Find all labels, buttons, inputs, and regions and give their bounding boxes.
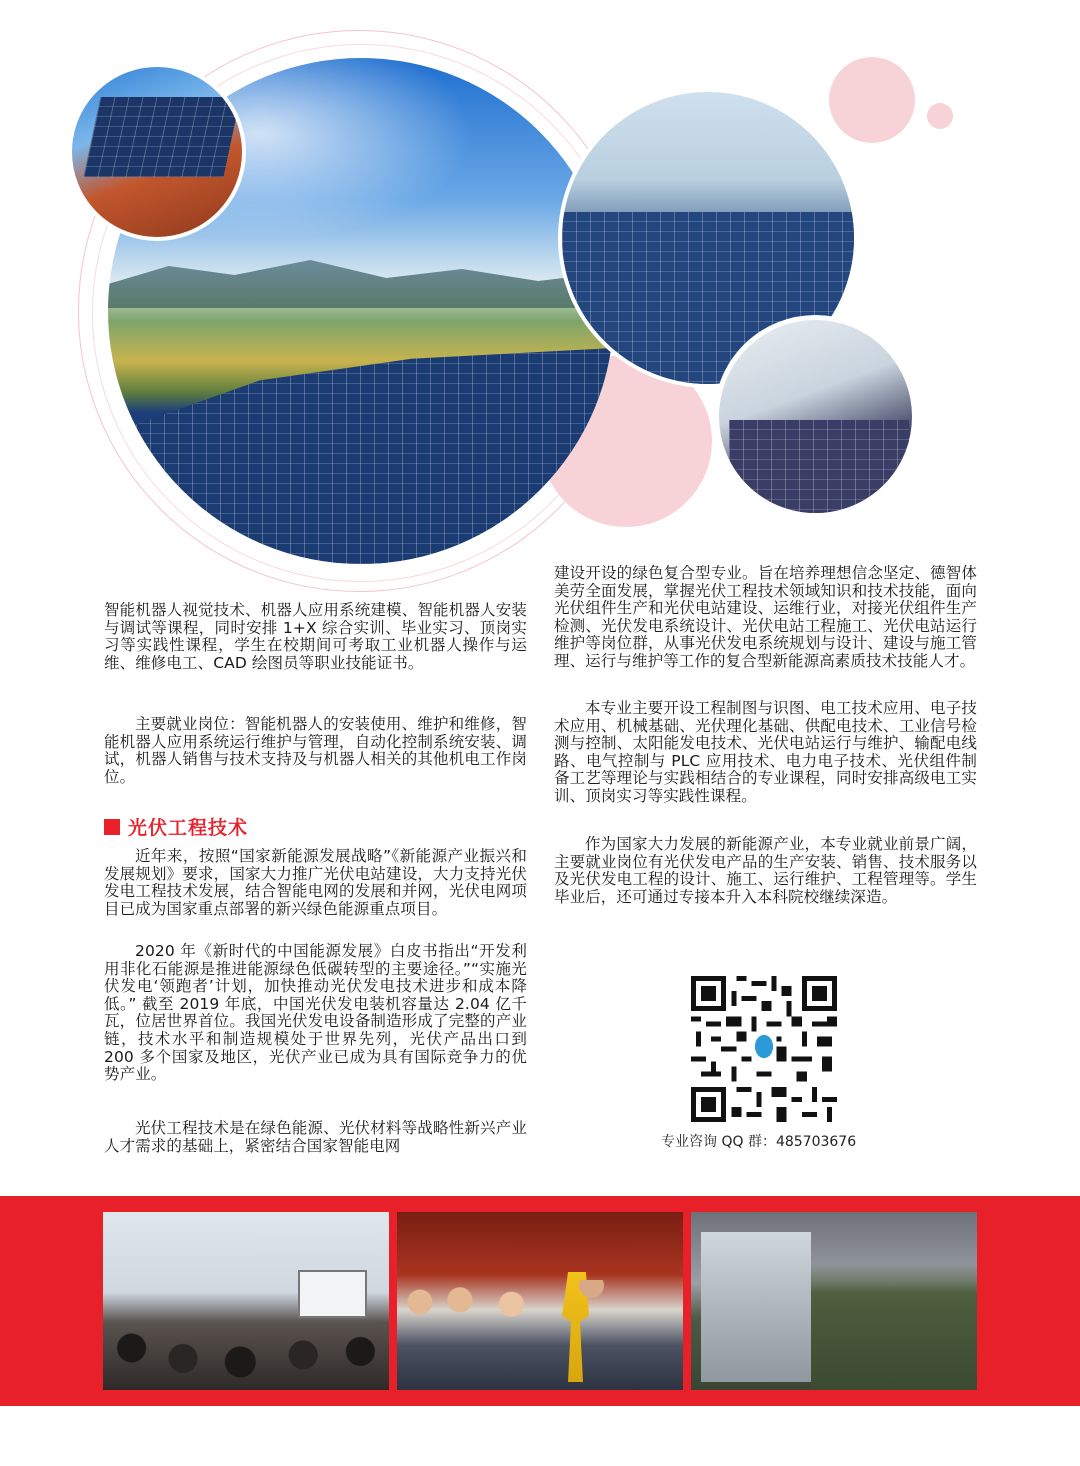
milling-machine (701, 1232, 811, 1382)
solar-panel-rows (108, 348, 614, 564)
machining-training-photo (691, 1212, 977, 1390)
left-paragraph-4: 2020 年《新时代的中国能源发展》白皮书指出“开发利用非化石能源是推进能源绿色低碳转型的主要途径。”“实施光伏发电‘领跑者’计划，加快推动光伏发电技术进步和成本降低。” 截至 2019 年底，中国光伏发电装机容量达 2.04 亿千瓦，位居世界首位。我国光伏发电设备制造形成了完整的产业链，技术水平和制造规模处于世界先列，光伏产品出口到 200 多个国家及地区，光伏产业已成为具有国际竞争力的优势产业。 (104, 942, 527, 1084)
solar-panel-module (729, 420, 909, 518)
right-paragraph-3: 作为国家大力发展的新能源产业，本专业就业前景广阔，主要就业岗位有光伏发电产品的生产安装、销售、技术服务以及光伏发电工程的设计、施工、运行维护、工程管理等。学生毕业后，还可通过专接本升入本科院校继续深造。 (554, 835, 977, 906)
mountain-range (108, 248, 614, 308)
qq-group-qr-code (691, 976, 837, 1122)
right-paragraph-2: 本专业主要开设工程制图与识图、电工技术应用、电子技术应用、机械基础、光伏理化基础、供配电技术、工业信号检测与控制、太阳能发电技术、光伏电站运行与维护、输配电线路、电气控制与 PLC 应用技术、电力电子技术、光伏组件制备工艺等理论与实践相结合的专业课程，同时安排高级电工实训、顶岗实习等实践性课程。 (554, 699, 977, 805)
visitors (397, 1280, 683, 1390)
left-paragraph-1: 智能机器人视觉技术、机器人应用系统建模、智能机器人安装与调试等课程，同时安排 1+X 综合实训、毕业实习、顶岗实习等实践性课程，学生在校期间可考取工业机器人操作与运维、维修电工、CAD 绘图员等职业技能证书。 (104, 601, 527, 672)
right-paragraph-1: 建设开设的绿色复合型专业。旨在培养理想信念坚定、德智体美劳全面发展，掌握光伏工程技术领域知识和技术技能，面向光伏组件生产和光伏电站建设、运维行业，对接光伏组件生产检测、光伏发电系统设计、光伏电站工程施工、光伏电站运行维护等岗位群，从事光伏发电系统规划与设计、建设与施工管理、运行与维护等工作的复合型新能源高素质技术技能人才。 (554, 564, 977, 670)
rooftop-solar-photo (68, 63, 246, 241)
audience (103, 1320, 389, 1390)
decorative-dot (829, 57, 915, 143)
left-paragraph-3: 近年来，按照“国家新能源发展战略”《新能源产业振兴和发展规划》要求，国家大力推广光伏电站建设，大力支持光伏发电工程技术发展，结合智能电网的发展和并网，光伏电网项目已成为国家重点部署的新兴绿色能源重点项目。 (104, 847, 527, 918)
classroom-lecture-photo (103, 1212, 389, 1390)
panel-production-line-photo (714, 315, 917, 518)
section-heading (104, 813, 248, 840)
left-paragraph-2: 主要就业岗位：智能机器人的安装使用、维护和维修，智能机器人应用系统运行维护与管理，自动化控制系统安装、调试，机器人销售与技术支持及与机器人相关的其他机电工作岗位。 (104, 715, 527, 786)
left-paragraph-5: 光伏工程技术是在绿色能源、光伏材料等战略性新兴产业人才需求的基础上，紧密结合国家智能电网 (104, 1119, 527, 1155)
rooftop-panels (83, 97, 240, 177)
qr-caption: 专业咨询 QQ 群：485703676 (661, 1134, 857, 1150)
projector-screen (298, 1270, 367, 1318)
industrial-robot-demo-photo (397, 1212, 683, 1390)
decorative-dot (927, 103, 953, 129)
section-square-icon (104, 819, 120, 835)
trainees (811, 1232, 977, 1390)
section-title: 光伏工程技术 (128, 817, 249, 839)
